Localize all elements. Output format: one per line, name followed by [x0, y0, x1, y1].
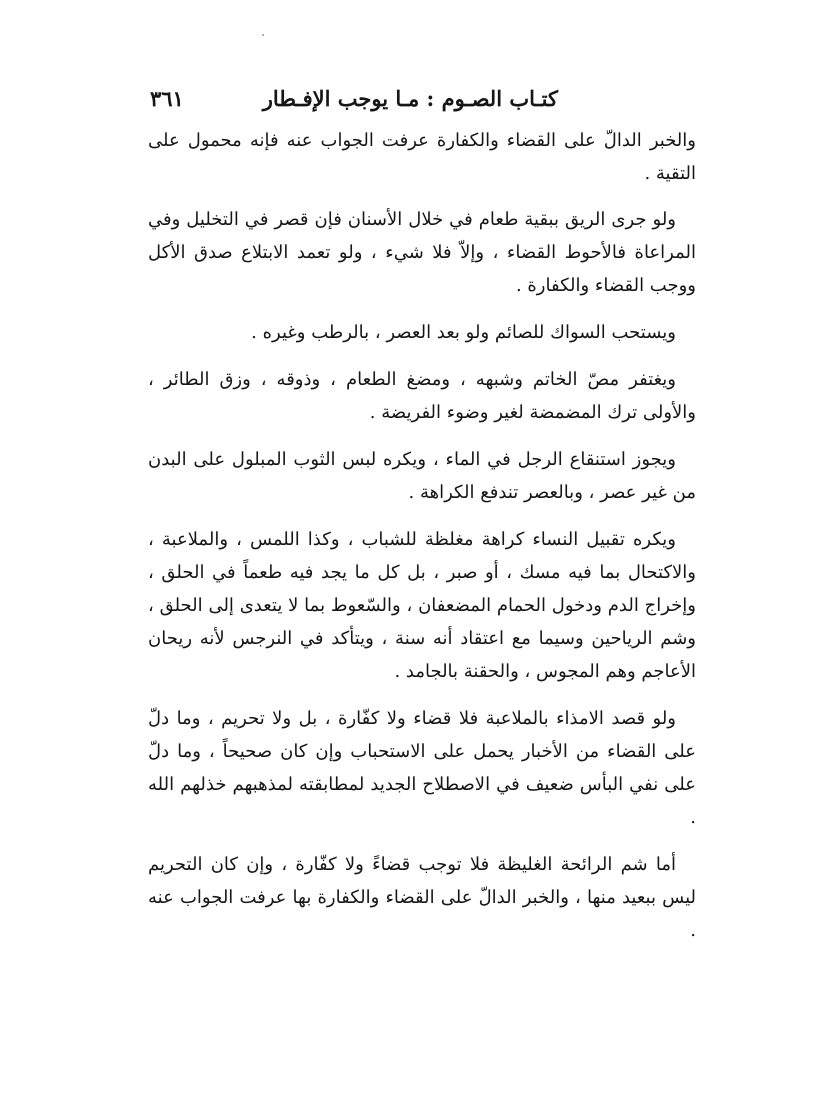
paragraph: ولو قصد الامذاء بالملاعبة فلا قضاء ولا كفّارة ، بل ولا تحريم ، وما دلّ على القضاء من الأخبار يحمل على الاستحباب وإن كان صحيحاً ، وما دلّ على نفي البأس ضعيف في الاصطلاح الجديد لمطابقته لمذهبهم خذلهم الله . — [148, 708, 696, 828]
paragraph: ويستحب السواك للصائم ولو بعد العصر ، بالرطب وغيره . — [251, 322, 676, 343]
body-text — [148, 124, 696, 947]
running-title: كتـاب الصـوم : مـا يوجب الإفـطار — [262, 86, 558, 111]
paragraph: ويكره تقبيل النساء كراهة مغلظة للشباب ، وكذا اللمس ، والملاعبة ، والاكتحال بما فيه مسك ، أو صبر ، بل كل ما يجد فيه طعماً في الحلق ، وإخراج الدم ودخول الحمام المضعفان ، والسّعوط بما لا يتعدى إلى الحلق ، وشم الرياحين وسيما مع اعتقاد أنه سنة ، ويتأكد في النرجس لأنه ريحان الأعاجم وهم المجوس ، والحقنة بالجامد . — [148, 529, 696, 682]
page-header — [150, 86, 558, 116]
paragraph: والخبر الدالّ على القضاء والكفارة عرفت الجواب عنه فإنه محمول على التقية . — [148, 130, 696, 184]
page-number: ٣٦١ — [150, 86, 184, 111]
paragraph: ويغتفر مصّ الخاتم وشبهه ، ومضغ الطعام ، وذوقه ، وزق الطائر ، والأولى ترك المضمضة لغير وضوء الفريضة . — [148, 369, 696, 423]
paragraph: ويجوز استنقاع الرجل في الماء ، ويكره لبس الثوب المبلول على البدن من غير عصر ، وبالعصر تندفع الكراهة . — [148, 449, 696, 503]
paragraph: ولو جرى الريق ببقية طعام في خلال الأسنان فإن قصر في التخليل وفي المراعاة فالأحوط القضاء ، وإلاّ فلا شيء ، ولو تعمد الابتلاع صدق الأكل ووجب القضاء والكفارة . — [148, 209, 696, 296]
scan-speck — [262, 34, 264, 36]
paragraph: أما شم الرائحة الغليظة فلا توجب قضاءً ولا كفّارة ، وإن كان التحريم ليس ببعيد منها ، والخبر الدالّ على القضاء والكفارة بها عرفت الجواب عنه . — [148, 854, 696, 941]
